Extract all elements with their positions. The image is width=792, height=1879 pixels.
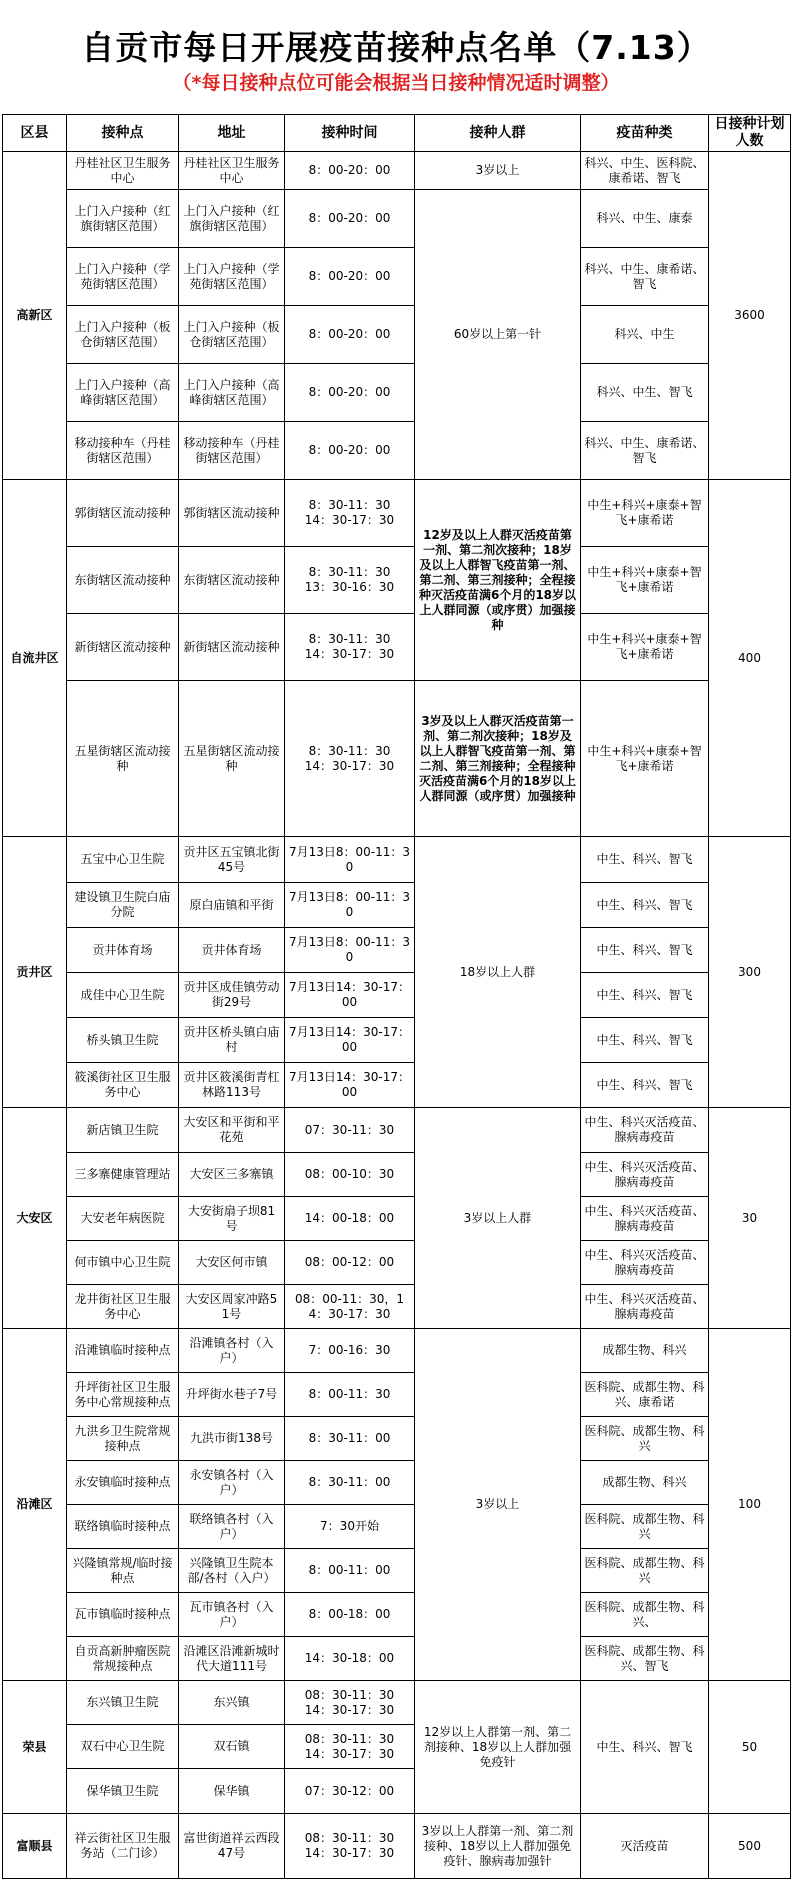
site-cell: 升坪街社区卫生服务中心常规接种点: [67, 1373, 179, 1417]
time-cell: 8：30-11：00: [285, 1461, 415, 1505]
plan-cell: 400: [709, 480, 791, 837]
time-cell: 8：30-11：00: [285, 1417, 415, 1461]
site-cell: 东街辖区流动接种: [67, 547, 179, 614]
vaccine-cell: 成都生物、科兴: [581, 1461, 709, 1505]
table-row: [3, 928, 791, 973]
vaccine-cell: 中生+科兴+康泰+智飞+康希诺: [581, 547, 709, 614]
address-cell: 东街辖区流动接种: [179, 547, 285, 614]
address-cell: 九洪市街138号: [179, 1417, 285, 1461]
address-cell: 升坪街水巷子7号: [179, 1373, 285, 1417]
vaccine-cell: 科兴、中生: [581, 306, 709, 364]
time-cell: [285, 547, 415, 614]
table-row: [3, 152, 791, 190]
time-cell: [285, 1725, 415, 1769]
group-cell: 18岁以上人群: [415, 837, 581, 1108]
group-cell: 3岁以上人群第一剂、第二剂接种、18岁以上人群加强免疫针、腺病毒加强针: [415, 1814, 581, 1879]
table-row: [3, 306, 791, 364]
table-row: [3, 973, 791, 1018]
time-afternoon: 14：30-17：30: [304, 1746, 395, 1761]
site-cell: 保华镇卫生院: [67, 1769, 179, 1814]
address-cell: 上门入户接种（学苑街辖区范围）: [179, 248, 285, 306]
time-afternoon: 14：30-17：30: [304, 758, 395, 773]
address-cell: 联络镇各村（入户）: [179, 1505, 285, 1549]
site-cell: 郭街辖区流动接种: [67, 480, 179, 547]
group-cell: 12岁及以上人群灭活疫苗第一剂、第二剂次接种；18岁及以上人群智飞疫苗第一剂、第二剂、第三剂接种；全程接种灭活疫苗满6个月的18岁以上人群同源（或序贯）加强接种: [415, 480, 581, 681]
district-cell: 贡井区: [3, 837, 67, 1108]
table-row: [3, 1108, 791, 1153]
vaccine-cell: 灭活疫苗: [581, 1814, 709, 1879]
address-cell: 原白庙镇和平街: [179, 883, 285, 928]
time-morning: 08：30-11：30: [304, 1687, 395, 1702]
time-cell: 14：30-18：00: [285, 1637, 415, 1681]
time-morning: 8：30-11：30: [308, 632, 391, 646]
time-cell: 7月13日8：00-11：30: [285, 837, 415, 883]
vaccine-cell: 中生、科兴灭活疫苗、腺病毒疫苗: [581, 1108, 709, 1153]
vaccine-cell: 医科院、成都生物、科兴、智飞: [581, 1637, 709, 1681]
vaccine-cell: 中生、科兴、智飞: [581, 1018, 709, 1063]
site-cell: 联络镇临时接种点: [67, 1505, 179, 1549]
site-cell: 自贡高新肿瘤医院常规接种点: [67, 1637, 179, 1681]
site-cell: 新店镇卫生院: [67, 1108, 179, 1153]
table-row: [3, 1197, 791, 1241]
address-cell: 贡井区桥头镇白庙村: [179, 1018, 285, 1063]
plan-cell: 30: [709, 1108, 791, 1329]
plan-cell: 3600: [709, 152, 791, 480]
address-cell: 沿滩镇各村（入户）: [179, 1329, 285, 1373]
vaccine-cell: 科兴、中生、康希诺、智飞: [581, 248, 709, 306]
district-cell: 荣县: [3, 1681, 67, 1814]
address-cell: 沿滩区沿滩新城时代大道111号: [179, 1637, 285, 1681]
address-cell: 贡井区筱溪街青杠林路113号: [179, 1063, 285, 1108]
header-plan: 日接种计划人数: [709, 115, 791, 152]
time-cell: 7：30开始: [285, 1505, 415, 1549]
site-cell: 东兴镇卫生院: [67, 1681, 179, 1725]
vaccine-cell: 中生、科兴、智飞: [581, 837, 709, 883]
site-cell: 大安老年病医院: [67, 1197, 179, 1241]
time-morning: 8：30-11：30: [308, 743, 391, 758]
address-cell: 新街辖区流动接种: [179, 614, 285, 681]
address-cell: 瓦市镇各村（入户）: [179, 1593, 285, 1637]
plan-cell: 50: [709, 1681, 791, 1814]
header-district: 区县: [3, 115, 67, 152]
plan-cell: 300: [709, 837, 791, 1108]
vaccination-sites-table: [2, 114, 791, 1879]
vaccine-cell: 中生、科兴、智飞: [581, 883, 709, 928]
time-cell: 14：00-18：00: [285, 1197, 415, 1241]
district-cell: 沿滩区: [3, 1329, 67, 1681]
time-cell: 7：00-16：30: [285, 1329, 415, 1373]
table-row: [3, 1505, 791, 1549]
address-cell: 富世街道祥云西段47号: [179, 1814, 285, 1879]
plan-cell: 500: [709, 1814, 791, 1879]
address-cell: 郭街辖区流动接种: [179, 480, 285, 547]
table-row: [3, 1373, 791, 1417]
site-cell: 祥云街社区卫生服务站（二门诊）: [67, 1814, 179, 1879]
table-row: [3, 1549, 791, 1593]
time-cell: 8：00-20：00: [285, 152, 415, 190]
table-row: [3, 547, 791, 614]
address-cell: 大安街扇子坝81号: [179, 1197, 285, 1241]
time-cell: 08：00-10：30: [285, 1153, 415, 1197]
site-cell: 上门入户接种（红旗街辖区范围）: [67, 190, 179, 248]
header: [0, 0, 792, 114]
time-cell: 08：00-11：30，14：30-17：30: [285, 1285, 415, 1329]
table-row: [3, 1637, 791, 1681]
vaccine-cell: 科兴、中生、康希诺、智飞: [581, 422, 709, 480]
time-afternoon: 14：30-17：30: [304, 1846, 395, 1860]
header-group: 接种人群: [415, 115, 581, 152]
group-cell: 3岁以上人群: [415, 1108, 581, 1329]
vaccine-cell: 中生、科兴灭活疫苗、腺病毒疫苗: [581, 1241, 709, 1285]
district-cell: 高新区: [3, 152, 67, 480]
table-row: [3, 1461, 791, 1505]
table-row: [3, 1814, 791, 1879]
table-row: [3, 1063, 791, 1108]
vaccine-cell: 中生、科兴灭活疫苗、腺病毒疫苗: [581, 1153, 709, 1197]
vaccine-cell: 科兴、中生、智飞: [581, 364, 709, 422]
site-cell: 贡井体育场: [67, 928, 179, 973]
time-cell: 08：00-12：00: [285, 1241, 415, 1285]
district-cell: 富顺县: [3, 1814, 67, 1879]
vaccine-cell: 医科院、成都生物、科兴: [581, 1549, 709, 1593]
time-cell: [285, 614, 415, 681]
address-cell: 永安镇各村（入户）: [179, 1461, 285, 1505]
time-cell: 8：00-20：00: [285, 190, 415, 248]
vaccine-cell: 中生+科兴+康泰+智飞+康希诺: [581, 614, 709, 681]
table-row: [3, 422, 791, 480]
address-cell: 兴隆镇卫生院本部/各村（入户）: [179, 1549, 285, 1593]
group-cell: 3岁以上: [415, 1329, 581, 1681]
address-cell: 大安区何市镇: [179, 1241, 285, 1285]
vaccine-cell: 科兴、中生、康泰: [581, 190, 709, 248]
time-cell: 7月13日14：30-17：00: [285, 1063, 415, 1108]
site-cell: 瓦市镇临时接种点: [67, 1593, 179, 1637]
site-cell: 沿滩镇临时接种点: [67, 1329, 179, 1373]
time-cell: 07：30-11：30: [285, 1108, 415, 1153]
vaccine-cell: 科兴、中生、医科院、康希诺、智飞: [581, 152, 709, 190]
district-cell: 自流井区: [3, 480, 67, 837]
table-row: [3, 364, 791, 422]
table-row: [3, 1241, 791, 1285]
table-row: [3, 1681, 791, 1725]
vaccine-cell: 医科院、成都生物、科兴: [581, 1417, 709, 1461]
site-cell: 建设镇卫生院白庙分院: [67, 883, 179, 928]
group-cell: 12岁以上人群第一剂、第二剂接种、18岁以上人群加强免疫针: [415, 1681, 581, 1814]
vaccine-cell: 中生、科兴、智飞: [581, 973, 709, 1018]
table-header-row: [3, 115, 791, 152]
table-row: [3, 1593, 791, 1637]
time-cell: [285, 1814, 415, 1879]
time-cell: 8：00-20：00: [285, 248, 415, 306]
site-cell: 双石中心卫生院: [67, 1725, 179, 1769]
time-morning: 8：30-11：30: [308, 565, 391, 579]
site-cell: 新街辖区流动接种: [67, 614, 179, 681]
time-afternoon: 14：30-17：30: [304, 1702, 395, 1717]
table-row: [3, 1153, 791, 1197]
time-afternoon: 13：30-16：30: [304, 580, 395, 594]
group-cell: 3岁及以上人群灭活疫苗第一剂、第二剂次接种；18岁及以上人群智飞疫苗第一剂、第二剂、第三剂接种；全程接种灭活疫苗满6个月的18岁以上人群同源（或序贯）加强接种: [415, 681, 581, 837]
table-row: [3, 1417, 791, 1461]
header-site: 接种点: [67, 115, 179, 152]
plan-cell: 100: [709, 1329, 791, 1681]
site-cell: 成佳中心卫生院: [67, 973, 179, 1018]
site-cell: 何市镇中心卫生院: [67, 1241, 179, 1285]
vaccine-cell: 中生、科兴灭活疫苗、腺病毒疫苗: [581, 1197, 709, 1241]
time-cell: 7月13日14：30-17：00: [285, 973, 415, 1018]
address-cell: 保华镇: [179, 1769, 285, 1814]
time-cell: 8：00-11：30: [285, 1373, 415, 1417]
time-cell: 8：00-20：00: [285, 306, 415, 364]
address-cell: 丹桂社区卫生服务中心: [179, 152, 285, 190]
site-cell: 筱溪街社区卫生服务中心: [67, 1063, 179, 1108]
address-cell: 大安区和平街和平花苑: [179, 1108, 285, 1153]
time-cell: 07：30-12：00: [285, 1769, 415, 1814]
site-cell: 永安镇临时接种点: [67, 1461, 179, 1505]
site-cell: 上门入户接种（板仓街辖区范围）: [67, 306, 179, 364]
site-cell: 移动接种车（丹桂街辖区范围）: [67, 422, 179, 480]
vaccine-cell: 中生、科兴、智飞: [581, 1681, 709, 1814]
table-row: [3, 248, 791, 306]
site-cell: 上门入户接种（学苑街辖区范围）: [67, 248, 179, 306]
address-cell: 贡井区成佳镇劳动街29号: [179, 973, 285, 1018]
address-cell: 贡井区五宝镇北街45号: [179, 837, 285, 883]
district-cell: 大安区: [3, 1108, 67, 1329]
site-cell: 五宝中心卫生院: [67, 837, 179, 883]
page-subtitle: （*每日接种点位可能会根据当日接种情况适时调整）: [172, 72, 620, 94]
table-row: [3, 681, 791, 837]
site-cell: 上门入户接种（高峰街辖区范围）: [67, 364, 179, 422]
table-row: [3, 614, 791, 681]
site-cell: 桥头镇卫生院: [67, 1018, 179, 1063]
header-time: 接种时间: [285, 115, 415, 152]
site-cell: 九洪乡卫生院常规接种点: [67, 1417, 179, 1461]
address-cell: 上门入户接种（高峰街辖区范围）: [179, 364, 285, 422]
time-cell: [285, 681, 415, 837]
page-title: 自贡市每日开展疫苗接种点名单（7.13）: [81, 28, 711, 67]
time-cell: 8：00-20：00: [285, 364, 415, 422]
table-row: [3, 190, 791, 248]
site-cell: 三多寨健康管理站: [67, 1153, 179, 1197]
table-row: [3, 837, 791, 883]
header-address: 地址: [179, 115, 285, 152]
table-row: [3, 1018, 791, 1063]
address-cell: 上门入户接种（红旗街辖区范围）: [179, 190, 285, 248]
time-cell: 8：00-20：00: [285, 422, 415, 480]
table-row: [3, 883, 791, 928]
site-cell: 龙井街社区卫生服务中心: [67, 1285, 179, 1329]
vaccine-cell: 医科院、成都生物、科兴、: [581, 1593, 709, 1637]
time-cell: 7月13日8：00-11：30: [285, 928, 415, 973]
address-cell: 贡井体育场: [179, 928, 285, 973]
group-cell: 3岁以上: [415, 152, 581, 190]
time-morning: 8：30-11：30: [308, 498, 391, 512]
address-cell: 大安区周家冲路51号: [179, 1285, 285, 1329]
address-cell: 五星街辖区流动接种: [179, 681, 285, 837]
group-cell: 60岁以上第一针: [415, 190, 581, 480]
address-cell: 双石镇: [179, 1725, 285, 1769]
vaccine-cell: 医科院、成都生物、科兴、康希诺: [581, 1373, 709, 1417]
table-row: [3, 1329, 791, 1373]
time-cell: [285, 480, 415, 547]
time-morning: 08：30-11：30: [304, 1731, 395, 1746]
time-afternoon: 14：30-17：30: [304, 513, 395, 527]
vaccine-cell: 中生、科兴、智飞: [581, 1063, 709, 1108]
address-cell: 大安区三多寨镇: [179, 1153, 285, 1197]
site-cell: 兴隆镇常规/临时接种点: [67, 1549, 179, 1593]
vaccine-cell: 中生+科兴+康泰+智飞+康希诺: [581, 681, 709, 837]
address-cell: 移动接种车（丹桂街辖区范围）: [179, 422, 285, 480]
vaccine-cell: 中生、科兴、智飞: [581, 928, 709, 973]
vaccine-cell: 医科院、成都生物、科兴: [581, 1505, 709, 1549]
time-morning: 08：30-11：30: [304, 1831, 395, 1845]
time-afternoon: 14：30-17：30: [304, 647, 395, 661]
address-cell: 东兴镇: [179, 1681, 285, 1725]
site-cell: 丹桂社区卫生服务中心: [67, 152, 179, 190]
time-cell: 7月13日8：00-11：30: [285, 883, 415, 928]
site-cell: 五星街辖区流动接种: [67, 681, 179, 837]
vaccine-cell: 成都生物、科兴: [581, 1329, 709, 1373]
time-cell: 8：00-18：00: [285, 1593, 415, 1637]
time-cell: 7月13日14：30-17：00: [285, 1018, 415, 1063]
time-cell: [285, 1681, 415, 1725]
table-row: [3, 1285, 791, 1329]
vaccine-cell: 中生+科兴+康泰+智飞+康希诺: [581, 480, 709, 547]
address-cell: 上门入户接种（板仓街辖区范围）: [179, 306, 285, 364]
time-cell: 8：00-11：00: [285, 1549, 415, 1593]
header-vaccine: 疫苗种类: [581, 115, 709, 152]
table-row: [3, 480, 791, 547]
vaccine-cell: 中生、科兴灭活疫苗、腺病毒疫苗: [581, 1285, 709, 1329]
